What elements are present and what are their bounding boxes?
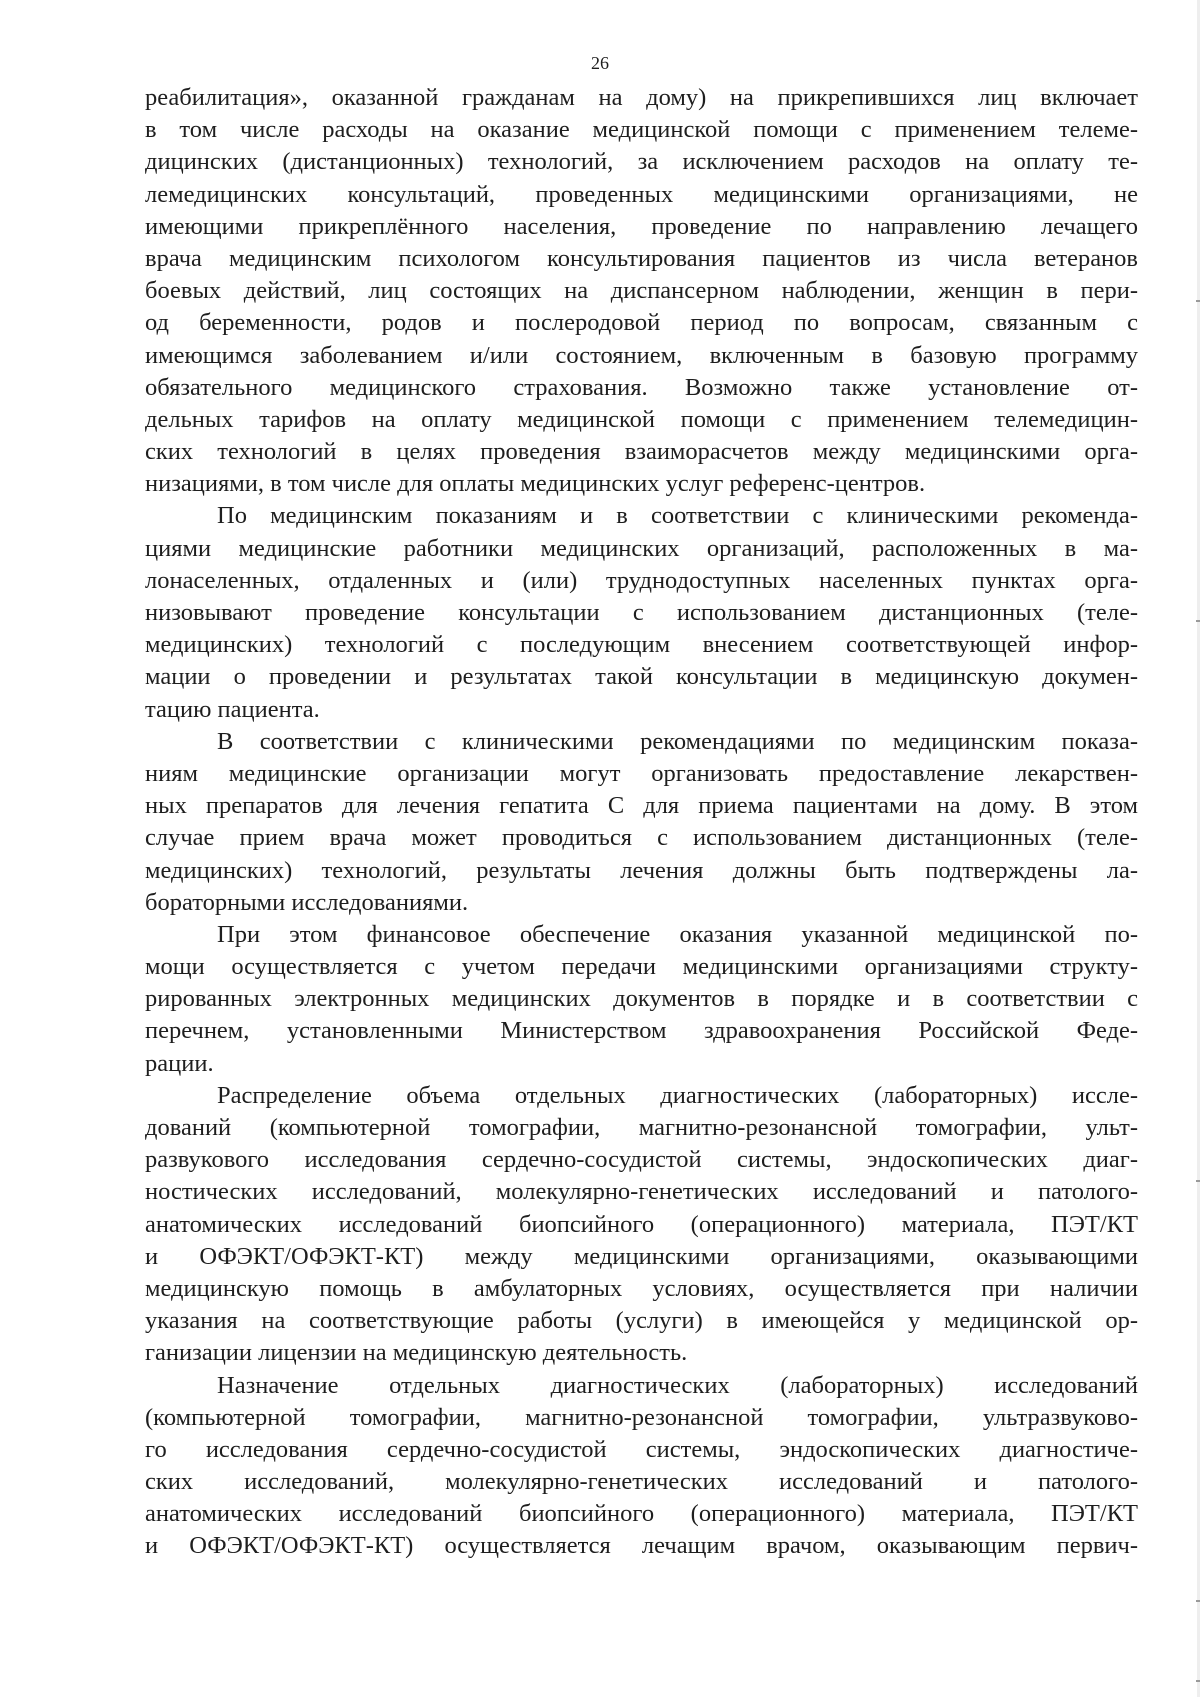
document-body	[145, 82, 1138, 1563]
text-line: развукового исследования сердечно-сосудистой системы, эндоскопических диаг-	[145, 1146, 1138, 1174]
text-line: лемедицинских консультаций, проведенных медицинскими организациями, не	[145, 180, 1138, 208]
text-line: ских исследований, молекулярно-генетических исследований и патолого-	[145, 1468, 1138, 1496]
text-line: медицинских) технологий с последующим внесением соответствующей инфор-	[145, 631, 1138, 659]
text-line: имеющими прикреплённого населения, проведение по направлению лечащего	[145, 212, 1138, 240]
text-line: тацию пациента.	[145, 695, 320, 723]
text-line: го исследования сердечно-сосудистой системы, эндоскопических диагностиче-	[145, 1435, 1138, 1463]
text-line: В соответствии с клиническими рекомендациями по медицинским показа-	[217, 727, 1138, 755]
text-line: При этом финансовое обеспечение оказания указанной медицинской по-	[217, 920, 1138, 948]
scan-edge-tick	[1196, 1680, 1200, 1682]
page-number: 26	[591, 53, 609, 73]
text-line: медицинских) технологий, результаты лечения должны быть подтверждены ла-	[145, 856, 1138, 884]
text-line: анатомических исследований биопсийного (операционного) материала, ПЭТ/КТ	[145, 1500, 1138, 1528]
paragraph	[145, 919, 1138, 1080]
text-line: Назначение отдельных диагностических (лабораторных) исследований	[217, 1371, 1138, 1399]
text-line: ных препаратов для лечения гепатита С для приема пациентами на дому. В этом	[145, 792, 1138, 820]
text-line: и ОФЭКТ/ОФЭКТ-КТ) осуществляется лечащим врачом, оказывающим первич-	[145, 1532, 1138, 1560]
text-line: мощи осуществляется с учетом передачи медицинскими организациями структу-	[145, 953, 1138, 981]
paragraph	[145, 726, 1138, 919]
text-line: ских технологий в целях проведения взаиморасчетов между медицинскими орга-	[145, 438, 1138, 466]
text-line: дицинских (дистанционных) технологий, за исключением расходов на оплату те-	[145, 148, 1138, 176]
text-line: лонаселенных, отдаленных и (или) труднодоступных населенных пунктах орга-	[145, 566, 1138, 594]
text-line: реабилитация», оказанной гражданам на дому) на прикрепившихся лиц включает	[145, 84, 1138, 111]
text-line: указания на соответствующие работы (услуги) в имеющейся у медицинской ор-	[145, 1307, 1138, 1335]
scan-edge-tick	[1196, 620, 1200, 622]
text-line: анатомических исследований биопсийного (операционного) материала, ПЭТ/КТ	[145, 1210, 1138, 1238]
text-line: дельных тарифов на оплату медицинской помощи с применением телемедицин-	[145, 405, 1138, 433]
text-line: медицинскую помощь в амбулаторных условиях, осуществляется при наличии	[145, 1274, 1138, 1302]
text-line: перечнем, установленными Министерством здравоохранения Российской Феде-	[145, 1017, 1138, 1045]
scan-edge-tick	[1196, 1180, 1200, 1182]
text-line: в том числе расходы на оказание медицинской помощи с применением телеме-	[145, 116, 1138, 144]
scan-edge-tick	[1196, 1600, 1200, 1602]
paragraph	[145, 1080, 1138, 1370]
text-line: обязательного медицинского страхования. Возможно также установление от-	[145, 373, 1138, 401]
text-line: мации о проведении и результатах такой консультации в медицинскую докумен-	[145, 663, 1138, 691]
text-line: По медицинским показаниям и в соответствии с клиническими рекоменда-	[217, 502, 1138, 530]
text-line: рации.	[145, 1049, 214, 1077]
text-line: циями медицинские работники медицинских организаций, расположенных в ма-	[145, 534, 1138, 562]
text-line: ниям медицинские организации могут организовать предоставление лекарствен-	[145, 759, 1138, 787]
scan-edge-tick	[1196, 300, 1200, 302]
text-line: низовывают проведение консультации с использованием дистанционных (теле-	[145, 599, 1138, 626]
text-line: рированных электронных медицинских документов в порядке и в соответствии с	[145, 985, 1138, 1013]
text-line: од беременности, родов и послеродовой период по вопросам, связанным с	[145, 309, 1138, 337]
text-line: ганизации лицензии на медицинскую деятельность.	[145, 1339, 688, 1367]
text-line: и ОФЭКТ/ОФЭКТ-КТ) между медицинскими организациями, оказывающими	[145, 1242, 1138, 1270]
text-line: имеющимся заболеванием и/или состоянием, включенным в базовую программу	[145, 341, 1138, 369]
text-line: бораторными исследованиями.	[145, 888, 469, 916]
text-line: низациями, в том числе для оплаты медицинских услуг референс-центров.	[145, 470, 926, 498]
text-line: Распределение объема отдельных диагностических (лабораторных) иссле-	[217, 1081, 1138, 1109]
text-line: боевых действий, лиц состоящих на диспансерном наблюдении, женщин в пери-	[145, 277, 1138, 305]
paragraph	[145, 1370, 1138, 1563]
paragraph	[145, 500, 1138, 725]
paragraph	[145, 82, 1138, 500]
text-line: случае прием врача может проводиться с использованием дистанционных (теле-	[145, 824, 1138, 852]
text-line: (компьютерной томографии, магнитно-резонансной томографии, ультразвуково-	[145, 1403, 1138, 1431]
text-line: врача медицинским психологом консультирования пациентов из числа ветеранов	[145, 244, 1138, 272]
text-line: дований (компьютерной томографии, магнитно-резонансной томографии, ульт-	[145, 1114, 1138, 1141]
text-line: ностических исследований, молекулярно-генетических исследований и патолого-	[145, 1178, 1138, 1206]
